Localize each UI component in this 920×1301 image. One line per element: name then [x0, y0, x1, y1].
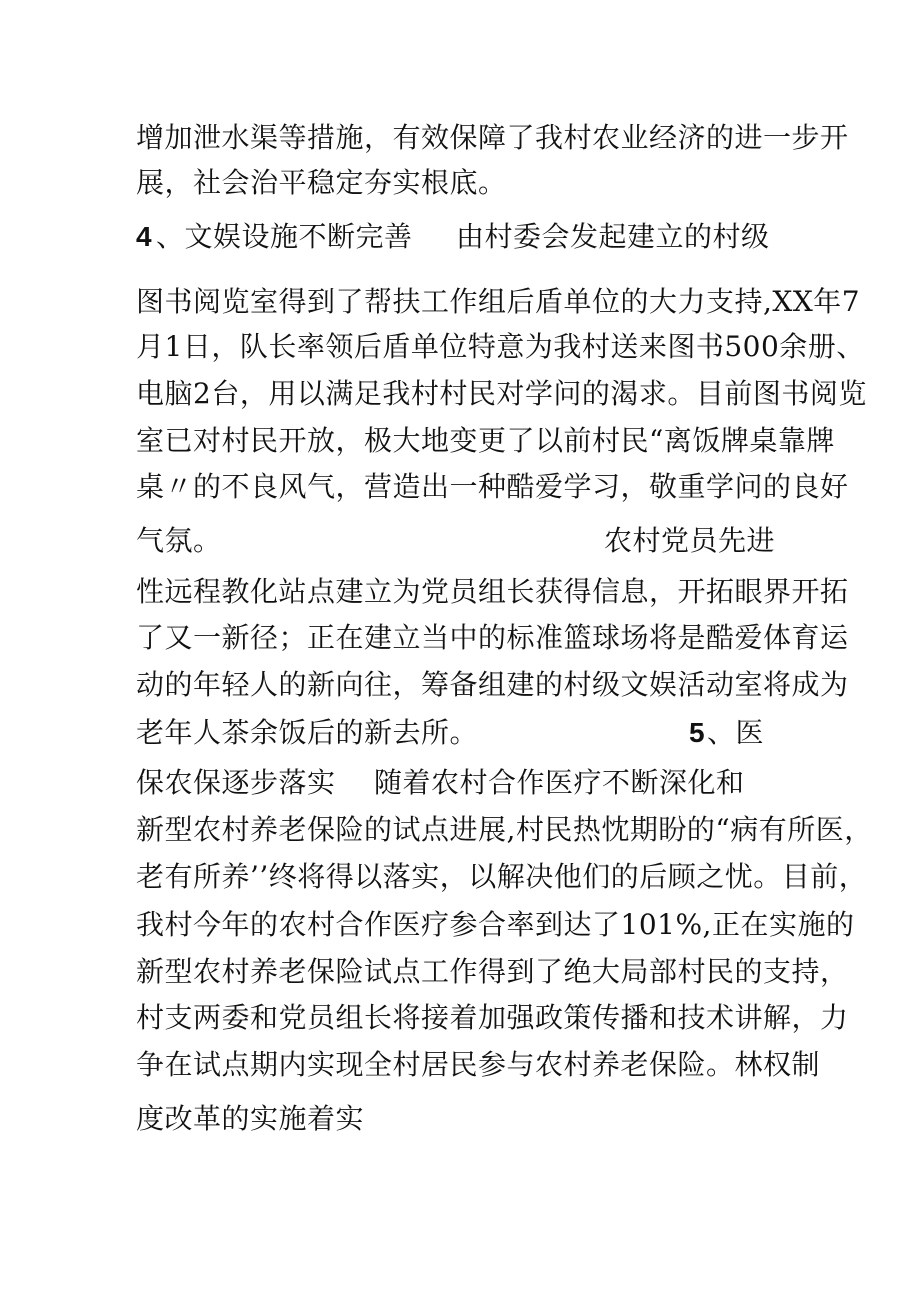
paragraph-line: [136, 521, 836, 561]
paragraph-line: 由村委会发起建立的村级: [456, 220, 770, 253]
paragraph-line: 新型农村养老保险的试点进展,村民热忱期盼的“病有所医，: [136, 813, 873, 846]
section-number: 4: [136, 221, 153, 252]
paragraph-line: 度改革的实施着实: [136, 1102, 365, 1135]
paragraph-line: 增加泄水渠等措施，有效保障了我村农业经济的进一步开: [136, 121, 849, 154]
paragraph-line: 争在试点期内实现全村居民参与农村养老保险。林权制: [136, 1048, 821, 1081]
paragraph-line: 性远程教化站点建立为党员组长获得信息，开拓眼界开拓: [136, 575, 849, 608]
paragraph-line: 桌〃的不良风气，营造出一种酷爱学习，敬重学问的良好: [136, 470, 849, 503]
line-text: 保农保逐步落实: [136, 766, 336, 799]
paragraph-line: 我村今年的农村合作医疗参合率到达了101%,正在实施的: [136, 908, 855, 941]
paragraph-line: 村支两委和党员组长将接着加强政策传播和技术讲解，力: [136, 1001, 849, 1034]
paragraph-line: 电脑2台，用以满足我村村民对学问的渴求。目前图书阅览: [136, 377, 867, 410]
paragraph-line: 老有所养’’终将得以落实，以解决他们的后顾之忧。目前，: [136, 860, 868, 893]
section-title: 、医: [707, 716, 765, 749]
line-text: 老年人茶余饭后的新去所。: [136, 716, 479, 749]
paragraph-line: [136, 763, 836, 803]
paragraph-line: 展，社会治平稳定夯实根底。: [136, 166, 507, 199]
paragraph-line: 月1日，队长率领后盾单位特意为我村送来图书500余册、: [136, 330, 865, 363]
line-text: 农村党员先进: [604, 524, 776, 557]
paragraph-line: 室已对村民开放，极大地变更了以前村民“离饭牌桌靠牌: [136, 424, 835, 457]
section-number: 5: [689, 717, 706, 748]
line-text: 随着农村合作医疗不断深化和: [374, 766, 745, 799]
paragraph-line: 了又一新径；正在建立当中的标准篮球场将是酷爱体育运: [136, 621, 849, 654]
section-title: 、文娱设施不断完善: [156, 220, 413, 253]
section-heading-4: [136, 217, 836, 257]
paragraph-line: 动的年轻人的新向往，筹备组建的村级文娱活动室将成为: [136, 668, 849, 701]
line-text: 气氛。: [136, 524, 222, 557]
paragraph-line: 图书阅览室得到了帮扶工作组后盾单位的大力支持,XX年7: [136, 285, 861, 318]
section-heading-5: [136, 713, 836, 753]
paragraph-line: 新型农村养老保险试点工作得到了绝大局部村民的支持，: [136, 955, 849, 988]
